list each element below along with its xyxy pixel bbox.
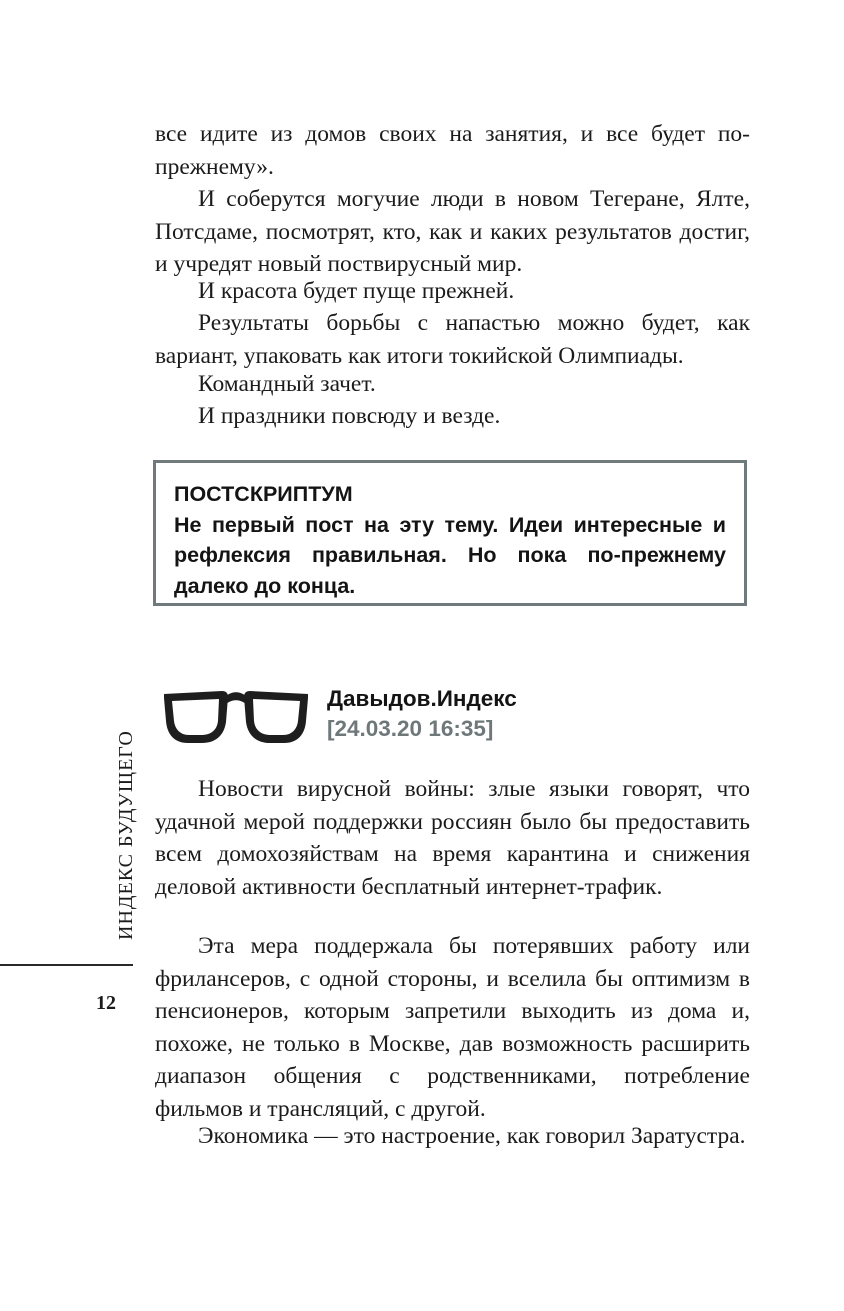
paragraph: все идите из домов своих на занятия, и все будет по-прежнему». [155, 121, 750, 180]
divider [0, 964, 133, 966]
paragraph: Экономика — это настроение, как говорил Заратустра. [198, 1123, 746, 1149]
postscript-heading: ПОСТСКРИПТУМ [174, 482, 353, 506]
postscript-box [153, 460, 747, 606]
paragraph: Командный зачет. [198, 371, 376, 397]
paragraph: Новости вирусной войны: злые языки говорят, что удачной мерой поддержки россиян было бы предоставить всем домохозяйствам на время карантина и снижения деловой активности бесплатный интернет-трафик. [155, 776, 750, 900]
running-title: ИНДЕКС БУДУЩЕГО [115, 730, 137, 940]
paragraph: И красота будет пуще прежней. [198, 278, 515, 304]
post-timestamp: [24.03.20 16:35] [327, 716, 494, 741]
paragraph: Эта мера поддержала бы потерявших работу или фрилансеров, с одной стороны, и вселила бы оптимизм в пенсионеров, которым запретили выходить из дома и, похоже, не только в Москве, дав возможность расширить диапазон общения с родственниками, потребление фильмов и трансляций, с другой. [155, 933, 750, 1122]
postscript-body: Не первый пост на эту тему. Идеи интересные и рефлексия правильная. Но пока по-прежнему далеко до конца. [174, 512, 726, 598]
paragraph: И соберутся могучие люди в новом Тегеране, Ялте, Потсдаме, посмотрят, кто, как и каких результатов достиг, и учредят новый поствирусный мир. [155, 186, 750, 277]
page-number: 12 [96, 992, 116, 1014]
paragraph: Результаты борьбы с напастью можно будет, как вариант, упаковать как итоги токийской Олимпиады. [155, 310, 750, 369]
paragraph: И праздники повсюду и везде. [198, 403, 501, 429]
post-header [327, 684, 517, 744]
author-name: Давыдов.Индекс [327, 686, 517, 711]
glasses-icon [162, 688, 310, 746]
